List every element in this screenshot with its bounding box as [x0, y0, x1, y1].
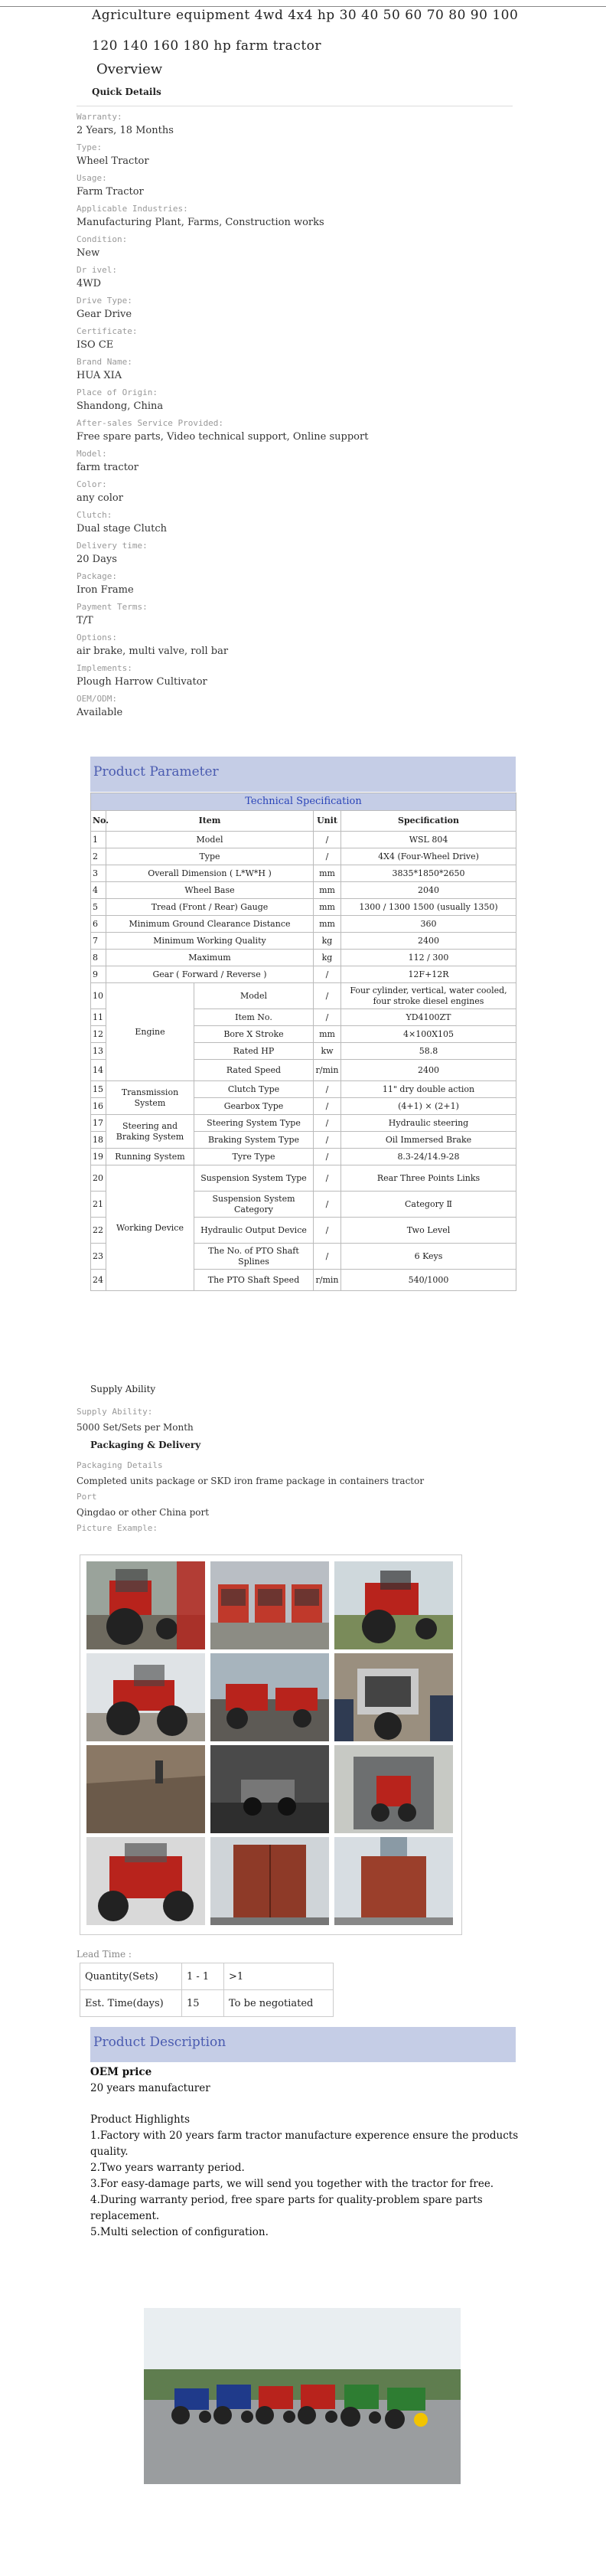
product-parameter-title: Product Parameter [93, 764, 219, 780]
spec-value: Rear Three Points Links [341, 1165, 516, 1192]
highlight-item: 1.Factory with 20 years farm tractor manufacture experence ensure the products quality. [90, 2130, 519, 2158]
spec-item: Braking System Type [194, 1132, 314, 1149]
product-description-header [90, 2027, 516, 2062]
spec-no: 18 [91, 1132, 106, 1149]
container-image [334, 1745, 453, 1833]
attribute-key: Applicable Industries: [77, 204, 188, 214]
spec-item: Minimum Working Quality [106, 933, 314, 950]
spec-no: 14 [91, 1060, 106, 1081]
spec-value: 58.8 [341, 1043, 516, 1060]
tractor-image [86, 1561, 205, 1649]
supply-value: 5000 Set/Sets per Month [77, 1422, 194, 1433]
spec-value: 2400 [341, 1060, 516, 1081]
spec-no: 9 [91, 966, 106, 983]
attribute-key: Drive Type: [77, 296, 132, 306]
photo-tractor-front [86, 1837, 205, 1925]
spec-no: 8 [91, 950, 106, 966]
spec-unit: mm [314, 916, 341, 933]
spec-value: 6 Keys [341, 1244, 516, 1270]
photo-container-floor [86, 1745, 205, 1833]
highlight-item: 2.Two years warranty period. [90, 2162, 245, 2174]
spec-value: 8.3-24/14.9-28 [341, 1149, 516, 1165]
attribute-key: Certificate: [77, 326, 138, 336]
attribute-value: Farm Tractor [77, 186, 144, 198]
attribute-row [77, 447, 520, 478]
spec-header-row [91, 811, 516, 832]
attribute-value: Available [77, 707, 123, 718]
container-image [210, 1837, 329, 1925]
lead-cell: Quantity(Sets) [80, 1963, 182, 1990]
spec-unit: / [314, 966, 341, 983]
spec-item: Rated Speed [194, 1060, 314, 1081]
attribute-key: Implements: [77, 663, 132, 673]
attribute-key: Brand Name: [77, 357, 132, 367]
spec-row [91, 848, 516, 865]
lead-time-row-days [80, 1990, 334, 2017]
attribute-key: Condition: [77, 234, 128, 244]
lead-cell: 15 [182, 1990, 224, 2017]
attribute-key: Model: [77, 449, 107, 459]
spec-row [91, 832, 516, 848]
desc-line: 20 years manufacturer [90, 2082, 210, 2094]
spec-value: 11" dry double action [341, 1081, 516, 1098]
tractor-image [86, 1653, 205, 1741]
workers-image [334, 1653, 453, 1741]
spec-unit: r/min [314, 1270, 341, 1291]
attribute-value: Iron Frame [77, 584, 134, 596]
highlight-item: 3.For easy-damage parts, we will send you together with the tractor for free. [90, 2178, 494, 2190]
spec-no: 24 [91, 1270, 106, 1291]
spec-header-spec: Specification [341, 811, 516, 832]
spec-value: WSL 804 [341, 832, 516, 848]
spec-unit: / [314, 1115, 341, 1132]
attribute-value: Gear Drive [77, 309, 132, 320]
spec-row [91, 1149, 516, 1165]
spec-table [90, 793, 516, 1291]
attribute-row [77, 294, 520, 325]
spec-value: YD4100ZT [341, 1009, 516, 1026]
spec-no: 23 [91, 1244, 106, 1270]
lead-time-label: Lead Time : [77, 1949, 132, 1960]
photo-shipping-container-loaded [334, 1837, 453, 1925]
highlight-item: 4.During warranty period, free spare parts for quality-problem spare parts replacement. [90, 2194, 483, 2222]
spec-item: Bore X Stroke [194, 1026, 314, 1043]
spec-value: 12F+12R [341, 966, 516, 983]
spec-no: 5 [91, 899, 106, 916]
attribute-row [77, 600, 520, 631]
spec-item: The PTO Shaft Speed [194, 1270, 314, 1291]
spec-row [91, 983, 516, 1009]
spec-unit: kg [314, 950, 341, 966]
spec-unit: mm [314, 865, 341, 882]
spec-row [91, 1165, 516, 1192]
spec-group-transmission: Transmission System [106, 1081, 194, 1115]
port-value: Qingdao or other China port [77, 1507, 210, 1518]
spec-item: Rated HP [194, 1043, 314, 1060]
attribute-value: Dual stage Clutch [77, 523, 167, 534]
photo-tractors-loading [210, 1653, 329, 1741]
attribute-row [77, 386, 520, 417]
tractor-lineup-photo [144, 2308, 461, 2484]
attribute-row [77, 508, 520, 539]
attribute-value: 2 Years, 18 Months [77, 125, 174, 136]
attribute-row [77, 263, 520, 294]
spec-row [91, 966, 516, 983]
attribute-key: Type: [77, 142, 103, 152]
spec-group-steering: Steering and Braking System [106, 1115, 194, 1149]
attribute-row [77, 355, 520, 386]
spec-no: 3 [91, 865, 106, 882]
spec-row [91, 1081, 516, 1098]
spec-value: Oil Immersed Brake [341, 1132, 516, 1149]
attribute-value: 4WD [77, 278, 102, 289]
photo-tractor-in-container [210, 1745, 329, 1833]
spec-value: 3835*1850*2650 [341, 865, 516, 882]
tractor-lineup-image [144, 2308, 461, 2484]
spec-unit: mm [314, 899, 341, 916]
spec-row [91, 950, 516, 966]
attribute-value: Shandong, China [77, 400, 164, 412]
spec-item: The No. of PTO Shaft Splines [194, 1244, 314, 1270]
photo-gallery [80, 1554, 462, 1935]
spec-no: 1 [91, 832, 106, 848]
spec-value: Four cylinder, vertical, water cooled, four stroke diesel engines [341, 983, 516, 1009]
photo-red-tractor-cab [86, 1561, 205, 1649]
spec-header-no: No. [91, 811, 106, 832]
spec-no: 12 [91, 1026, 106, 1043]
spec-unit: / [314, 1149, 341, 1165]
attribute-value: Wheel Tractor [77, 155, 149, 167]
attribute-row [77, 172, 520, 202]
photo-red-tractor-side [86, 1653, 205, 1741]
spec-value: 2400 [341, 933, 516, 950]
attribute-key: Dr ivel: [77, 265, 117, 275]
spec-no: 10 [91, 983, 106, 1009]
spec-item: Overall Dimension ( L*W*H ) [106, 865, 314, 882]
spec-row [91, 882, 516, 899]
picture-example-label: Picture Example: [77, 1523, 158, 1533]
quick-details-list [77, 110, 520, 723]
spec-unit: / [314, 848, 341, 865]
container-image [334, 1837, 453, 1925]
attribute-key: Delivery time: [77, 541, 148, 551]
packaging-details-key: Packaging Details [77, 1460, 163, 1470]
spec-item: Hydraulic Output Device [194, 1218, 314, 1244]
spec-row [91, 865, 516, 882]
spec-item: Model [106, 832, 314, 848]
attribute-value: T/T [77, 615, 93, 626]
tractor-image [334, 1561, 453, 1649]
spec-unit: / [314, 1009, 341, 1026]
attribute-key: OEM/ODM: [77, 694, 117, 704]
product-parameter-header [90, 757, 516, 792]
page-title: Agriculture equipment 4wd 4x4 hp 30 40 50 60 70 80 90 100 120 140 160 180 hp farm tractor [92, 8, 519, 54]
attribute-key: After-sales Service Provided: [77, 418, 224, 428]
attribute-key: Warranty: [77, 112, 122, 122]
spec-item: Gearbox Type [194, 1098, 314, 1115]
attribute-value: ISO CE [77, 339, 114, 351]
spec-item: Steering System Type [194, 1115, 314, 1132]
loading-image [210, 1653, 329, 1741]
attribute-key: Options: [77, 633, 117, 642]
spec-item: Clutch Type [194, 1081, 314, 1098]
spec-item: Type [106, 848, 314, 865]
attribute-key: Payment Terms: [77, 602, 148, 612]
spec-no: 13 [91, 1043, 106, 1060]
lead-time-table [80, 1963, 334, 2017]
spec-no: 17 [91, 1115, 106, 1132]
spec-value: 4X4 (Four-Wheel Drive) [341, 848, 516, 865]
spec-item: Maximum [106, 950, 314, 966]
spec-value: 540/1000 [341, 1270, 516, 1291]
highlight-item: 5.Multi selection of configuration. [90, 2226, 269, 2238]
spec-row [91, 916, 516, 933]
spec-value: 1300 / 1300 1500 (usually 1350) [341, 899, 516, 916]
spec-item: Tread (Front / Rear) Gauge [106, 899, 314, 916]
spec-value: 112 / 300 [341, 950, 516, 966]
spec-item: Wheel Base [106, 882, 314, 899]
spec-group-working: Working Device [106, 1165, 194, 1291]
spec-no: 19 [91, 1149, 106, 1165]
photo-workers-tractor [334, 1653, 453, 1741]
attribute-value: 20 Days [77, 554, 117, 565]
spec-no: 4 [91, 882, 106, 899]
spec-header-item: Item [106, 811, 314, 832]
spec-item: Item No. [194, 1009, 314, 1026]
spec-unit: / [314, 1132, 341, 1149]
spec-row [91, 899, 516, 916]
attribute-row [77, 233, 520, 263]
attribute-row [77, 141, 520, 172]
attribute-row [77, 539, 520, 570]
quick-details-heading: Quick Details [92, 87, 161, 97]
spec-value: Category Ⅱ [341, 1192, 516, 1218]
spec-caption: Technical Specification [91, 793, 516, 811]
attribute-row [77, 110, 520, 141]
spec-value: Two Level [341, 1218, 516, 1244]
container-image [210, 1745, 329, 1833]
spec-unit: / [314, 832, 341, 848]
attribute-key: Usage: [77, 173, 107, 183]
lead-cell: >1 [224, 1963, 334, 1990]
spec-item: Minimum Ground Clearance Distance [106, 916, 314, 933]
lead-cell: 1 - 1 [182, 1963, 224, 1990]
attribute-key: Package: [77, 571, 117, 581]
spec-row [91, 933, 516, 950]
spec-header-unit: Unit [314, 811, 341, 832]
spec-no: 16 [91, 1098, 106, 1115]
port-key: Port [77, 1492, 97, 1502]
spec-unit: mm [314, 882, 341, 899]
spec-unit: / [314, 1218, 341, 1244]
attribute-value: Plough Harrow Cultivator [77, 676, 207, 688]
spec-unit: r/min [314, 1060, 341, 1081]
overview-heading: Overview [96, 61, 163, 77]
highlights-title: Product Highlights [90, 2113, 191, 2126]
photo-tractor-cabs-row [210, 1561, 329, 1649]
spec-no: 2 [91, 848, 106, 865]
spec-unit: / [314, 1098, 341, 1115]
packaging-block [77, 1458, 536, 1536]
desc-line: OEM price [90, 2066, 152, 2078]
spec-unit: kw [314, 1043, 341, 1060]
attribute-row [77, 417, 520, 447]
spec-group-engine: Engine [106, 983, 194, 1081]
supply-ability-heading: Supply Ability [90, 1384, 156, 1394]
spec-no: 6 [91, 916, 106, 933]
attribute-row [77, 325, 520, 355]
spec-no: 7 [91, 933, 106, 950]
supply-key: Supply Ability: [77, 1407, 153, 1417]
spec-row [91, 1115, 516, 1132]
spec-value: (4+1) × (2+1) [341, 1098, 516, 1115]
attribute-row [77, 631, 520, 662]
attribute-value: air brake, multi valve, roll bar [77, 646, 229, 657]
spec-no: 21 [91, 1192, 106, 1218]
spec-value: 2040 [341, 882, 516, 899]
spec-value: 360 [341, 916, 516, 933]
attribute-value: HUA XIA [77, 370, 122, 381]
attribute-value: New [77, 247, 100, 259]
spec-value: 4×100X105 [341, 1026, 516, 1043]
spec-unit: kg [314, 933, 341, 950]
spec-no: 11 [91, 1009, 106, 1026]
cab-row-image [210, 1561, 329, 1649]
attribute-row [77, 570, 520, 600]
attribute-row [77, 478, 520, 508]
photo-red-tractor-field [334, 1561, 453, 1649]
supply-block [77, 1404, 520, 1436]
spec-item: Suspension System Type [194, 1165, 314, 1192]
spec-no: 20 [91, 1165, 106, 1192]
spec-unit: mm [314, 1026, 341, 1043]
spec-unit: / [314, 1244, 341, 1270]
spec-unit: / [314, 983, 341, 1009]
product-description-body [90, 2064, 526, 2241]
spec-value: Hydraulic steering [341, 1115, 516, 1132]
photo-container-interior [334, 1745, 453, 1833]
spec-item: Model [194, 983, 314, 1009]
tractor-image [86, 1837, 205, 1925]
attribute-key: Place of Origin: [77, 387, 158, 397]
attribute-value: Free spare parts, Video technical support, Online support [77, 431, 369, 443]
packaging-heading: Packaging & Delivery [90, 1440, 201, 1450]
attribute-key: Color: [77, 479, 107, 489]
packaging-details-value: Completed units package or SKD iron frame package in containers tractor [77, 1476, 425, 1486]
spec-no: 15 [91, 1081, 106, 1098]
attribute-row [77, 202, 520, 233]
attribute-value: Manufacturing Plant, Farms, Construction works [77, 217, 324, 228]
product-description-title: Product Description [93, 2035, 226, 2050]
lead-cell: To be negotiated [224, 1990, 334, 2017]
attribute-row [77, 662, 520, 692]
spec-group-running: Running System [106, 1149, 194, 1165]
spec-item: Suspension System Category [194, 1192, 314, 1218]
photo-shipping-container-red [210, 1837, 329, 1925]
attribute-value: farm tractor [77, 462, 138, 473]
lead-time-row-quantity [80, 1963, 334, 1990]
spec-no: 22 [91, 1218, 106, 1244]
spec-table-wrap [90, 793, 516, 1291]
container-image [86, 1745, 205, 1833]
attribute-row [77, 692, 520, 723]
spec-unit: / [314, 1081, 341, 1098]
spec-item: Gear ( Forward / Reverse ) [106, 966, 314, 983]
spec-item: Tyre Type [194, 1149, 314, 1165]
attribute-value: any color [77, 492, 123, 504]
attribute-key: Clutch: [77, 510, 112, 520]
spec-unit: / [314, 1165, 341, 1192]
spec-unit: / [314, 1192, 341, 1218]
lead-cell: Est. Time(days) [80, 1990, 182, 2017]
